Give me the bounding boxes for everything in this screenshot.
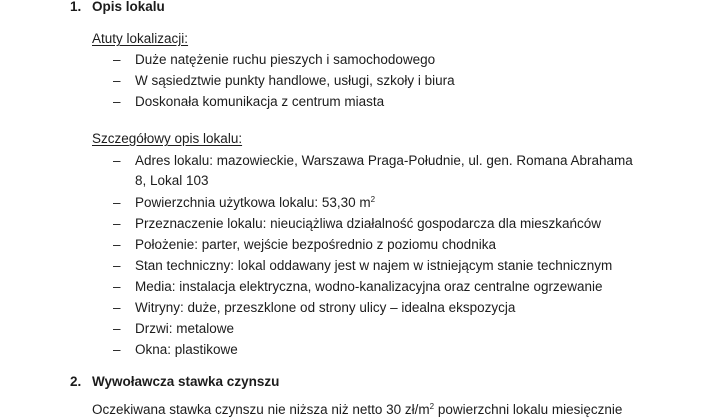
list-marker: – — [113, 73, 121, 88]
section-heading-stawka-czynszu — [70, 373, 279, 391]
list-marker: – — [113, 321, 121, 336]
list-item: – Przeznaczenie lokalu: nieuciążliwa działalność gospodarcza dla mieszkańców — [0, 213, 633, 234]
list-marker: – — [113, 237, 121, 252]
list-item: – Drzwi: metalowe — [0, 318, 633, 339]
list-item: – Doskonała komunikacja z centrum miasta — [0, 91, 455, 112]
section-title: Opis lokalu — [92, 0, 165, 14]
list-marker: – — [113, 52, 121, 67]
section-title: Wywoławcza stawka czynszu — [92, 374, 280, 389]
details-list — [0, 151, 633, 360]
list-marker: – — [113, 300, 121, 315]
section-heading-opis-lokalu — [70, 0, 165, 16]
list-marker: – — [113, 258, 121, 273]
section-number: 2. — [70, 374, 82, 389]
list-marker: – — [113, 216, 121, 231]
list-item: – Witryny: duże, przeszklone od strony ulicy – idealna ekspozycja — [0, 297, 633, 318]
details-heading: Szczegółowy opis lokalu: — [92, 131, 243, 146]
list-item: – Okna: plastikowe — [0, 339, 633, 360]
list-item-address: – Adres lokalu: mazowieckie, Warszawa Praga-Południe, ul. gen. Romana Abrahama 8, Lokal 103 — [113, 153, 633, 188]
advantages-heading: Atuty lokalizacji: — [92, 31, 189, 46]
list-marker: – — [113, 342, 121, 357]
list-marker: – — [113, 153, 121, 168]
advantages-list — [0, 49, 455, 112]
list-item: – Duże natężenie ruchu pieszych i samochodowego — [0, 49, 455, 70]
list-item-area: – Powierzchnia użytkowa lokalu: 53,30 $m^2$ — [0, 192, 633, 213]
section-number: 1. — [70, 0, 82, 14]
list-item: – Media: instalacja elektryczna, wodno-kanalizacyjna oraz centralne ogrzewanie — [0, 276, 633, 297]
list-marker: – — [113, 279, 121, 294]
list-marker: – — [113, 94, 121, 109]
list-item: – Stan techniczny: lokal oddawany jest w najem w istniejącym stanie technicznym — [0, 255, 633, 276]
list-item: – W sąsiedztwie punkty handlowe, usługi, szkoły i biura — [0, 70, 455, 91]
list-item: – Położenie: parter, wejście bezpośrednio z poziomu chodnika — [0, 234, 633, 255]
list-marker: – — [113, 195, 121, 210]
rent-paragraph: Oczekiwana stawka czynszu nie niższa niż netto 30 $zł/m^2$ powierzchni lokalu miesięcznie — [92, 402, 623, 417]
